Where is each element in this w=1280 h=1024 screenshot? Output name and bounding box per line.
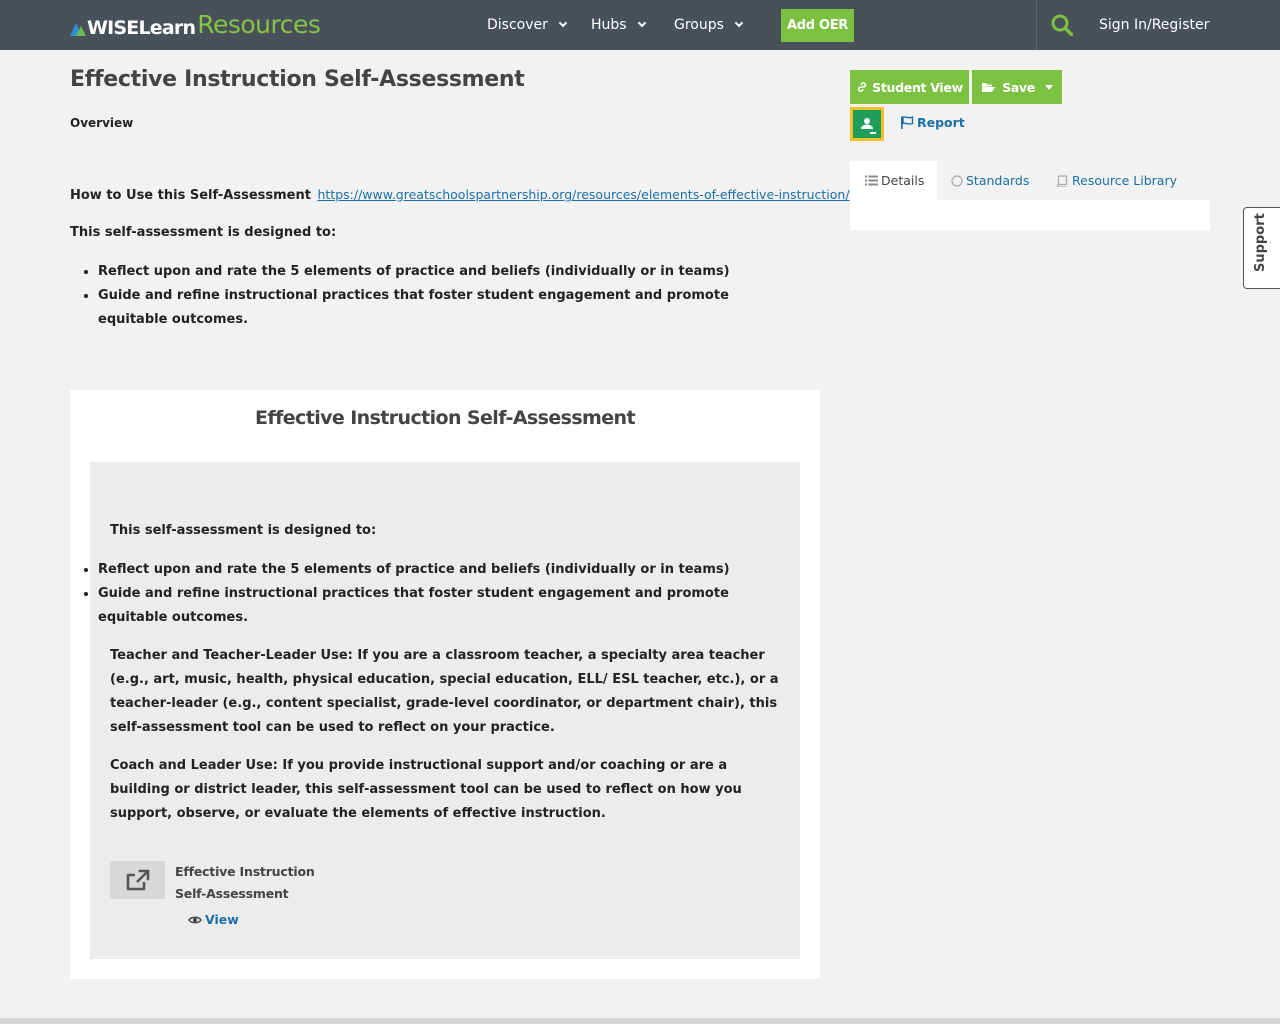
eye-icon [188, 915, 202, 925]
nav-hubs-label: Hubs [591, 17, 627, 33]
chevron-down-icon [735, 19, 743, 27]
list-item: • Guide and refine instructional practices that foster student engagement and promote equitable outcomes. [98, 582, 798, 630]
tab-resource-library-label: Resource Library [1072, 173, 1178, 188]
logo-resources: Resources [197, 10, 321, 39]
logo-mark-icon [70, 20, 86, 36]
save-dropdown-button[interactable] [972, 70, 1062, 104]
save-label: Save [1002, 79, 1035, 95]
teacher-use-paragraph: Teacher and Teacher-Leader Use: If you are a classroom teacher, a specialty area teacher (e.g., art, music, health, physical education, special education, ELL/ ESL teacher, etc.), or a teacher-leader (e.g., content specialist, grade-level coordinator, or department chair), this self-assessment tool can be used to reflect on your practice. [110, 648, 779, 735]
linked-resource-title[interactable]: Effective Instruction Self-Assessment [175, 864, 315, 901]
nav-discover-label: Discover [487, 17, 548, 33]
add-oer-button[interactable]: Add OER [781, 9, 854, 42]
tab-standards[interactable] [951, 161, 1029, 200]
student-view-button[interactable] [850, 70, 969, 104]
search-icon[interactable] [1051, 14, 1073, 36]
tab-resource-library[interactable] [1056, 161, 1177, 200]
nav-groups-label: Groups [674, 17, 724, 33]
folder-open-icon [981, 82, 996, 93]
howto-line [70, 187, 850, 203]
top-nav [0, 0, 1280, 50]
nav-hubs[interactable] [591, 0, 645, 50]
howto-label: How to Use this Self-Assessment [70, 188, 311, 203]
purpose-list [98, 260, 798, 332]
designed-heading: This self-assessment is designed to: [70, 225, 337, 240]
report-link[interactable] [900, 115, 965, 130]
report-label: Report [917, 115, 965, 130]
view-label: View [205, 912, 239, 927]
card-purpose-list [98, 558, 798, 630]
chevron-down-icon [637, 19, 645, 27]
tab-standards-label: Standards [966, 173, 1030, 188]
chevron-down-icon [559, 19, 567, 27]
logo[interactable] [70, 11, 320, 39]
external-link-icon [125, 868, 151, 892]
support-tab[interactable] [1243, 207, 1280, 289]
external-link-button[interactable] [110, 861, 165, 899]
howto-link[interactable]: https://www.greatschoolspartnership.org/resources/elements-of-effective-instruction/ [317, 187, 850, 202]
tab-panel [850, 200, 1210, 230]
signin-link[interactable]: Sign In/Register [1099, 17, 1210, 33]
footer-edge [0, 1018, 1280, 1024]
list-icon [865, 175, 878, 186]
book-icon [1056, 175, 1068, 187]
google-classroom-button[interactable] [850, 107, 884, 141]
caret-down-icon [1045, 85, 1053, 90]
link-icon [856, 81, 868, 93]
nav-groups[interactable] [674, 0, 742, 50]
logo-wiselearn: WISELearn [87, 17, 196, 39]
page-title: Effective Instruction Self-Assessment [70, 67, 525, 92]
view-link[interactable] [188, 912, 239, 927]
tab-details-label: Details [881, 173, 925, 188]
overview-heading: Overview [70, 116, 134, 130]
list-item: • Guide and refine instructional practices that foster student engagement and promote equitable outcomes. [98, 284, 798, 332]
card-title: Effective Instruction Self-Assessment [255, 407, 635, 429]
nav-divider [1036, 0, 1037, 50]
card-designed-heading: This self-assessment is designed to: [110, 523, 377, 538]
student-view-label: Student View [872, 79, 963, 95]
tab-details[interactable] [865, 161, 924, 200]
support-label: Support [1253, 213, 1268, 272]
list-item: • Reflect upon and rate the 5 elements of practice and beliefs (individually or in teams) [98, 260, 798, 284]
nav-discover[interactable] [487, 0, 566, 50]
flag-icon [900, 116, 914, 129]
leader-use-paragraph: Coach and Leader Use: If you provide instructional support and/or coaching or are a building or district leader, this self-assessment tool can be used to reflect on how you support, observe, or evaluate the elements of effective instruction. [110, 758, 742, 821]
circle-icon [951, 175, 963, 187]
google-classroom-icon [853, 110, 881, 138]
list-item: • Reflect upon and rate the 5 elements of practice and beliefs (individually or in teams) [98, 558, 798, 582]
